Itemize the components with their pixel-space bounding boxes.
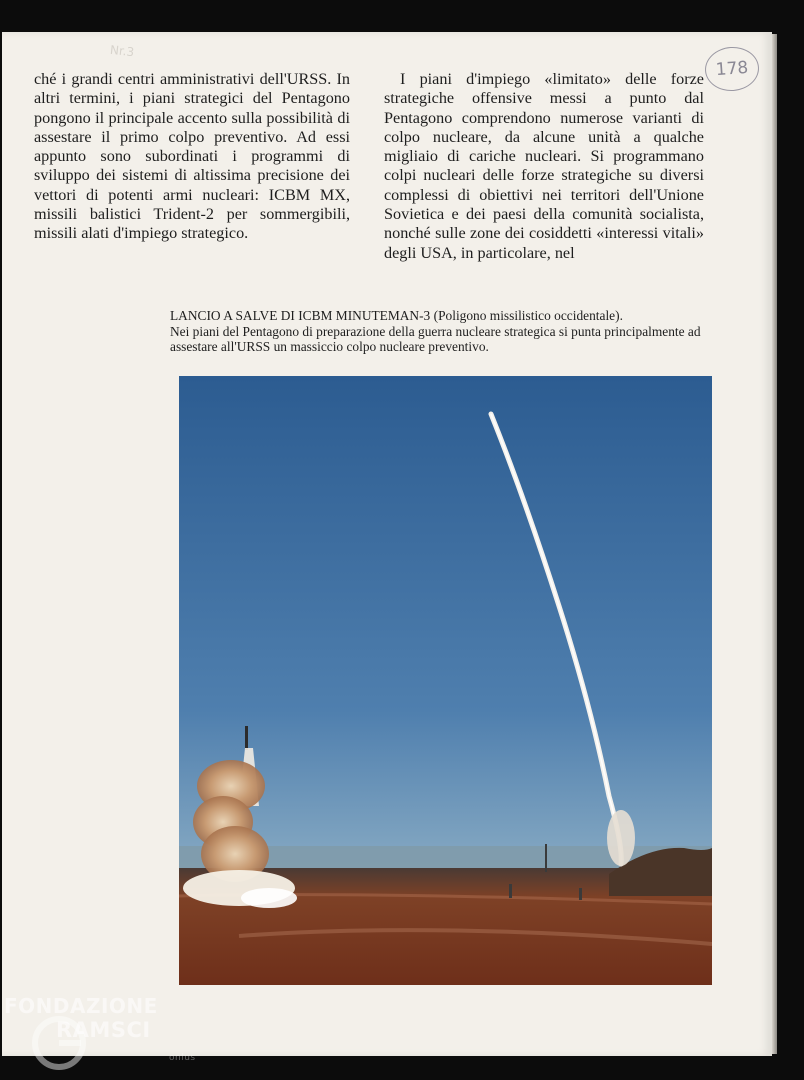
launch-smoke-right xyxy=(607,810,635,866)
missile-left xyxy=(245,726,248,750)
caption-title: LANCIO A SALVE DI ICBM MINUTEMAN-3 xyxy=(170,308,431,323)
watermark-line1: FONDAZIONE xyxy=(4,994,158,1018)
caption-body: Nei piani del Pentagono di preparazione della guerra nucleare strategica si punta principalmente ad assestare all'URSS un massiccio colpo nucleare preventivo. xyxy=(170,323,701,355)
watermark-onlus: onlus xyxy=(169,1053,196,1063)
text-column-left: ché i grandi centri amministrativi dell'URSS. In altri termini, i piani strategici del Pentagono pongono il principale accento sulla possibilità di assestare il primo colpo preventivo. Ad essi appunto sono subordinati i programmi di sviluppo dei sistemi di altissima precisione dei vettori di potenti armi nucleari: ICBM MX, missili balistici Trident-2 per sommergibili, missili alati d'impiego strategico. xyxy=(34,70,350,243)
missile-launch-photo xyxy=(179,376,712,985)
caption-location: (Poligono missilistico occidentale). xyxy=(433,308,623,323)
pencil-mark: Nr.3 xyxy=(109,42,135,60)
photo-caption xyxy=(170,308,715,355)
text-column-right: I piani d'impiego «limitato» delle forze strategiche offensive messi a punto dal Pentagono comprendono numerose varianti di colpo nucleare, da alcune unità a qualche migliaio di cariche nucleari. Si programmano colpi nucleari delle forze strategiche su diversi complessi di obiettivi nei territori dell'Unione Sovietica e dei paesi della comunità socialista, nonché sulle zone dei cosiddetti «interessi vitali» degli USA, in particolare, nel xyxy=(384,70,704,262)
page-number: 178 xyxy=(704,45,761,93)
page-edge xyxy=(772,34,777,1054)
watermark xyxy=(4,994,196,1063)
photo-illustration xyxy=(179,376,712,985)
watermark-line2: RAMSCI xyxy=(56,1018,151,1042)
